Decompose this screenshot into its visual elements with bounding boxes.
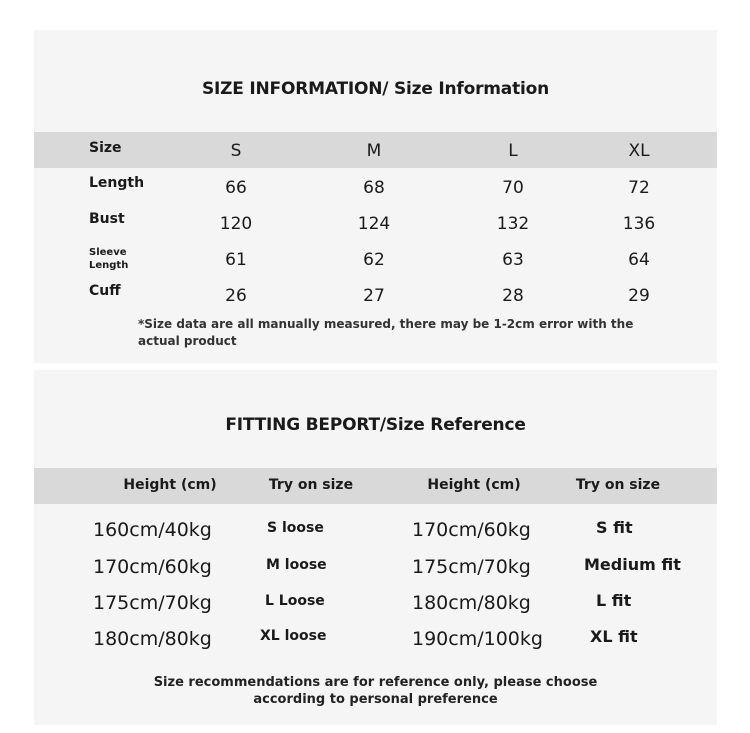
bust-m: 124 — [357, 214, 391, 234]
size-information-title: SIZE INFORMATION/ Size Information — [201, 79, 550, 99]
bust-xl: 136 — [622, 214, 656, 234]
right-height-2: 175cm/70kg — [412, 556, 531, 578]
sleeve-m: 62 — [363, 250, 385, 270]
sleeve-s: 61 — [225, 250, 247, 270]
sleeve-label-line2: Length — [89, 260, 129, 271]
right-height-4: 190cm/100kg — [412, 628, 543, 650]
size-col-l: L — [508, 141, 518, 161]
length-s: 66 — [225, 178, 247, 198]
size-col-s: S — [230, 141, 242, 161]
header-height-left: Height (cm) — [123, 477, 217, 493]
right-fit-4: XL fit — [590, 627, 638, 646]
length-xl: 72 — [628, 178, 650, 198]
left-fit-4: XL loose — [260, 628, 327, 644]
left-fit-3: L Loose — [265, 593, 325, 609]
sleeve-label-line1: Sleeve — [89, 247, 127, 258]
left-fit-2: M loose — [266, 557, 327, 573]
size-col-m: M — [366, 141, 382, 161]
measurement-note — [138, 316, 633, 350]
bust-s: 120 — [219, 214, 253, 234]
row-label-bust: Bust — [89, 211, 125, 227]
footer-line1: Size recommendations are for reference only, please choose — [153, 675, 598, 690]
size-information-panel — [34, 30, 717, 363]
note-line1: *Size data are all manually measured, there may be 1-2cm error with the — [138, 317, 634, 331]
right-height-1: 170cm/60kg — [412, 519, 531, 541]
size-col-xl: XL — [628, 141, 650, 161]
fitting-report-panel — [34, 370, 717, 725]
row-label-sleeve-length — [89, 246, 128, 272]
length-l: 70 — [502, 178, 524, 198]
footer-line2: according to personal preference — [253, 692, 498, 707]
left-height-1: 160cm/40kg — [93, 519, 212, 541]
cuff-s: 26 — [225, 286, 247, 306]
cuff-m: 27 — [363, 286, 385, 306]
size-header-label: Size — [89, 140, 122, 156]
left-height-2: 170cm/60kg — [93, 556, 212, 578]
cuff-l: 28 — [502, 286, 524, 306]
header-tryon-right: Try on size — [575, 477, 661, 493]
bust-l: 132 — [496, 214, 530, 234]
right-fit-1: S fit — [596, 518, 633, 537]
left-height-3: 175cm/70kg — [93, 592, 212, 614]
right-height-3: 180cm/80kg — [412, 592, 531, 614]
right-fit-3: L fit — [596, 591, 632, 610]
length-m: 68 — [363, 178, 385, 198]
cuff-xl: 29 — [628, 286, 650, 306]
left-fit-1: S loose — [267, 520, 324, 536]
reference-disclaimer — [34, 674, 717, 708]
fitting-report-title: FITTING BEPORT/Size Reference — [225, 415, 526, 435]
note-line2: actual product — [138, 334, 237, 348]
sleeve-l: 63 — [502, 250, 524, 270]
header-tryon-left: Try on size — [268, 477, 354, 493]
row-label-cuff: Cuff — [89, 283, 121, 299]
row-label-length: Length — [89, 175, 145, 191]
sleeve-xl: 64 — [628, 250, 650, 270]
left-height-4: 180cm/80kg — [93, 628, 212, 650]
header-height-right: Height (cm) — [427, 477, 521, 493]
right-fit-2: Medium fit — [584, 555, 681, 574]
